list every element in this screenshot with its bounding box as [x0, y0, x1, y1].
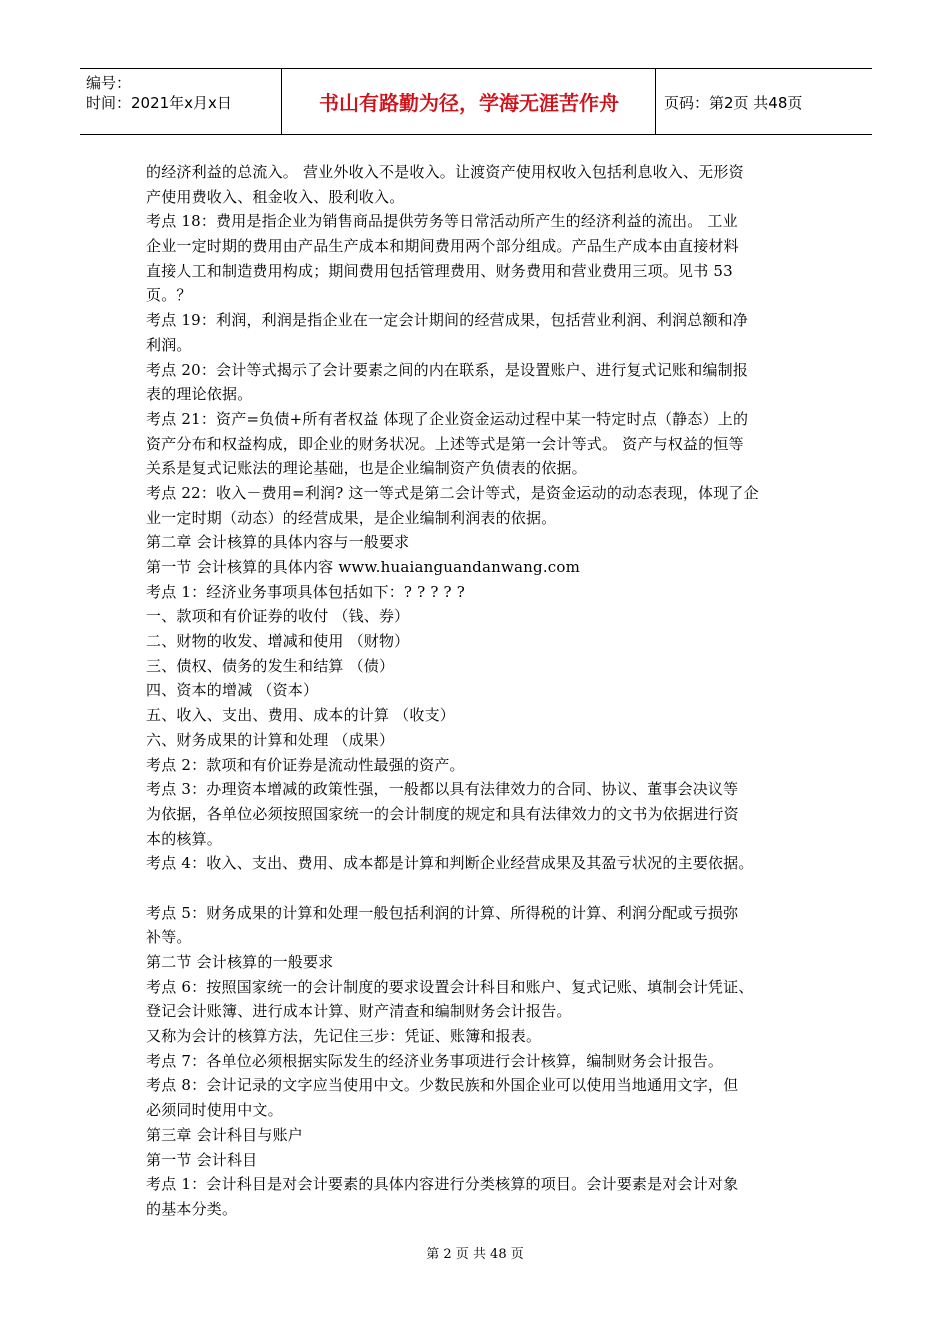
body-line: 考点 20：会计等式揭示了会计要素之间的内在联系，是设置账户、进行复式记账和编制报 — [146, 360, 749, 379]
number-label: 编号： — [86, 74, 132, 92]
body-line: 页。？ — [146, 286, 192, 305]
body-line — [146, 876, 826, 901]
body-line: 第一节 会计核算的具体内容 www.huaianguandanwang.com — [146, 558, 581, 576]
body-line: 考点 6：按照国家统一的会计制度的要求设置会计科目和账户、复式记账、填制会计凭证、 — [146, 977, 754, 996]
body-line: 补等。 — [146, 928, 192, 947]
body-line: 六、财务成果的计算和处理 （成果） — [146, 730, 395, 749]
date-label: 时间：2021年x月x日 — [86, 94, 232, 112]
body-line: 第三章 会计科目与账户 — [146, 1125, 303, 1144]
page-number-label: 页码：第2页 共48页 — [664, 94, 803, 112]
body-line: 又称为会计的核算方法，先记住三步：凭证、账簿和报表。 — [146, 1027, 542, 1046]
body-line: 五、收入、支出、费用、成本的计算 （收支） — [146, 706, 455, 725]
page-header — [80, 68, 872, 135]
body-line: 三、债权、债务的发生和结算 （债） — [146, 656, 395, 675]
body-line: 第一节 会计科目 — [146, 1150, 258, 1169]
header-right-cell — [656, 69, 872, 135]
body-line: 考点 8：会计记录的文字应当使用中文。少数民族和外国企业可以使用当地通用文字，但 — [146, 1076, 739, 1095]
body-line: 资产分布和权益构成，即企业的财务状况。上述等式是第一会计等式。 资产与权益的恒等 — [146, 434, 744, 453]
body-line: 第二章 会计核算的具体内容与一般要求 — [146, 533, 410, 552]
body-line: 的基本分类。 — [146, 1199, 238, 1218]
body-line: 考点 3：办理资本增减的政策性强，一般都以具有法律效力的合同、协议、董事会决议等 — [146, 780, 739, 799]
body-line: 考点 4：收入、支出、费用、成本都是计算和判断企业经营成果及其盈亏状况的主要依据。 — [146, 854, 754, 873]
body-line: 考点 22：收入－费用=利润? 这一等式是第二会计等式，是资金运动的动态表现，体现了企 — [146, 483, 759, 502]
body-line: 考点 1：经济业务事项具体包括如下：? ? ? ? ? — [146, 582, 465, 601]
header-left-cell — [80, 69, 282, 135]
body-line: 考点 18：费用是指企业为销售商品提供劳务等日常活动所产生的经济利益的流出。 工业 — [146, 212, 738, 231]
body-line: 四、资本的增减 （资本） — [146, 681, 319, 700]
body-line: 一、款项和有价证券的收付 （钱、券） — [146, 607, 410, 626]
body-line: 考点 21：资产=负债+所有者权益 体现了企业资金运动过程中某一特定时点（静态）上的 — [146, 409, 749, 428]
body-line: 利润。 — [146, 335, 192, 354]
motto-text: 书山有路勤为径，学海无涯苦作舟 — [319, 91, 619, 115]
document-body — [146, 160, 826, 1222]
body-line: 为依据，各单位必须按照国家统一的会计制度的规定和具有法律效力的文书为依据进行资 — [146, 804, 739, 823]
body-line: 必须同时使用中文。 — [146, 1101, 283, 1120]
body-line: 的经济利益的总流入。 营业外收入不是收入。让渡资产使用权收入包括利息收入、无形资 — [146, 163, 744, 181]
body-line: 考点 19：利润，利润是指企业在一定会计期间的经营成果，包括营业利润、利润总额和净 — [146, 311, 749, 330]
body-line: 登记会计账簿、进行成本计算、财产清查和编制财务会计报告。 — [146, 1002, 572, 1021]
body-line: 考点 5：财务成果的计算和处理一般包括利润的计算、所得税的计算、利润分配或亏损弥 — [146, 903, 739, 922]
body-line: 考点 7：各单位必须根据实际发生的经济业务事项进行会计核算，编制财务会计报告。 — [146, 1051, 724, 1070]
body-line: 产使用费收入、租金收入、股利收入。 — [146, 187, 405, 206]
body-line: 表的理论依据。 — [146, 385, 253, 404]
body-line: 关系是复式记账法的理论基础，也是企业编制资产负债表的依据。 — [146, 459, 587, 478]
body-line: 考点 1：会计科目是对会计要素的具体内容进行分类核算的项目。会计要素是对会计对象 — [146, 1175, 739, 1194]
header-middle-cell — [282, 69, 656, 135]
page-footer: 第 2 页 共 48 页 — [426, 1247, 524, 1262]
body-line: 企业一定时期的费用由产品生产成本和期间费用两个部分组成。产品生产成本由直接材料 — [146, 237, 739, 256]
body-line: 本的核算。 — [146, 829, 223, 848]
body-line: 考点 2：款项和有价证券是流动性最强的资产。 — [146, 755, 465, 774]
body-line: 直接人工和制造费用构成；期间费用包括管理费用、财务费用和营业费用三项。见书 53 — [146, 261, 733, 280]
body-line: 第二节 会计核算的一般要求 — [146, 953, 334, 971]
body-line: 二、财物的收发、增减和使用 （财物） — [146, 632, 410, 651]
body-line: 业一定时期（动态）的经营成果，是企业编制利润表的依据。 — [146, 508, 557, 527]
